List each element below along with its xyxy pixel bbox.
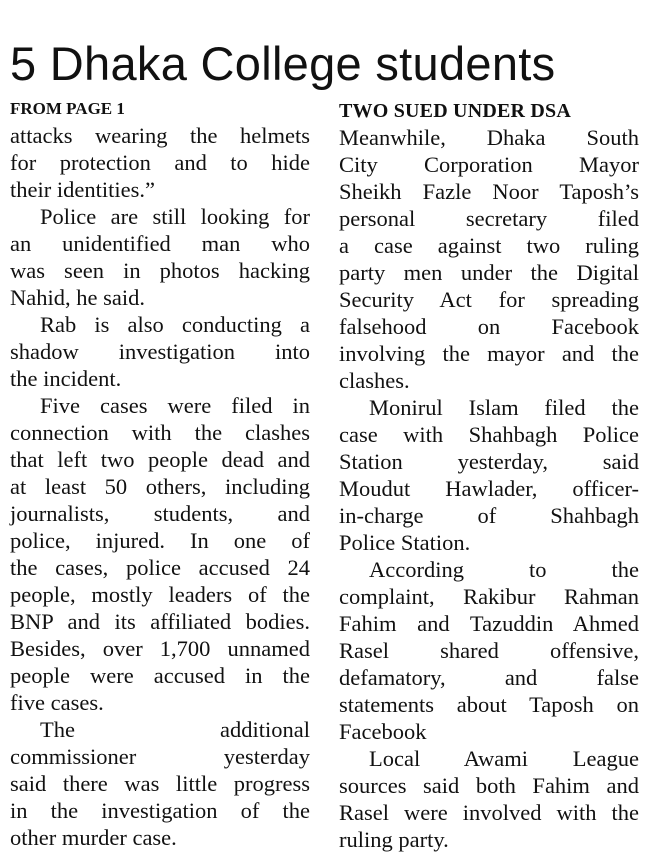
text-line: an unidentified man who — [10, 231, 310, 256]
text-line: was seen in photos hacking — [10, 258, 310, 283]
text-line: Besides, over 1,700 unnamed — [10, 636, 310, 661]
section-subhead: TWO SUED UNDER DSA — [339, 100, 571, 122]
text-line: Nahid, he said. — [10, 285, 145, 310]
text-line: Fahim and Tazuddin Ahmed — [339, 611, 639, 636]
text-line: that left two people dead and — [10, 447, 310, 472]
text-line: complaint, Rakibur Rahman — [339, 584, 639, 609]
text-line: BNP and its affiliated bodies. — [10, 609, 310, 634]
text-line: shadow investigation into — [10, 339, 310, 364]
text-line: City Corporation Mayor — [339, 152, 639, 177]
text-line: connection with the clashes — [10, 420, 310, 445]
text-line: people, mostly leaders of the — [10, 582, 310, 607]
text-line: The additional — [40, 717, 310, 742]
text-line: Police Station. — [339, 530, 471, 555]
text-line: people were accused in the — [10, 663, 310, 688]
text-line: their identities.” — [10, 177, 155, 202]
text-line: case with Shahbagh Police — [339, 422, 639, 447]
text-line: journalists, students, and — [10, 501, 310, 526]
text-line: Security Act for spreading — [339, 287, 639, 312]
text-line: Sheikh Fazle Noor Taposh’s — [339, 179, 639, 204]
headline: 5 Dhaka College students — [10, 37, 556, 90]
text-line: Local Awami League — [369, 746, 639, 771]
text-line: the incident. — [10, 366, 122, 391]
text-line: Five cases were filed in — [40, 393, 310, 418]
text-line: sources said both Fahim and — [339, 773, 639, 798]
text-line: Facebook — [339, 719, 427, 744]
text-line: police, injured. In one of — [10, 528, 310, 553]
text-line: defamatory, and false — [339, 665, 639, 690]
text-line: party men under the Digital — [339, 260, 639, 285]
text-line: According to the — [369, 557, 639, 582]
text-line: five cases. — [10, 690, 104, 715]
text-line: Meanwhile, Dhaka South — [339, 125, 639, 150]
text-line: a case against two ruling — [339, 233, 639, 258]
text-line: for protection and to hide — [10, 150, 310, 175]
text-line: Rab is also conducting a — [40, 312, 310, 337]
text-line: attacks wearing the helmets — [10, 123, 310, 148]
text-line: Station yesterday, said — [339, 449, 639, 474]
text-line: Rasel shared offensive, — [339, 638, 639, 663]
text-line: said there was little progress — [10, 771, 310, 796]
right-column — [339, 98, 639, 853]
right-column-body — [339, 124, 639, 853]
text-line: in the investigation of the — [10, 798, 310, 823]
left-column — [10, 98, 310, 851]
text-line: statements about Taposh on — [339, 692, 639, 717]
text-line: clashes. — [339, 368, 410, 393]
text-line: in-charge of Shahbagh — [339, 503, 639, 528]
text-line: personal secretary filed — [339, 206, 639, 231]
continuation-kicker: FROM PAGE 1 — [10, 99, 125, 118]
text-line: Police are still looking for — [40, 204, 310, 229]
text-line: at least 50 others, including — [10, 474, 310, 499]
text-line: Moudut Hawlader, officer- — [339, 476, 639, 501]
text-line: falsehood on Facebook — [339, 314, 639, 339]
text-line: ruling party. — [339, 827, 449, 852]
text-line: Monirul Islam filed the — [369, 395, 639, 420]
left-column-body — [10, 122, 310, 851]
text-line: commissioner yesterday — [10, 744, 310, 769]
text-line: other murder case. — [10, 825, 177, 850]
text-line: involving the mayor and the — [339, 341, 639, 366]
text-line: Rasel were involved with the — [339, 800, 639, 825]
text-line: the cases, police accused 24 — [10, 555, 310, 580]
